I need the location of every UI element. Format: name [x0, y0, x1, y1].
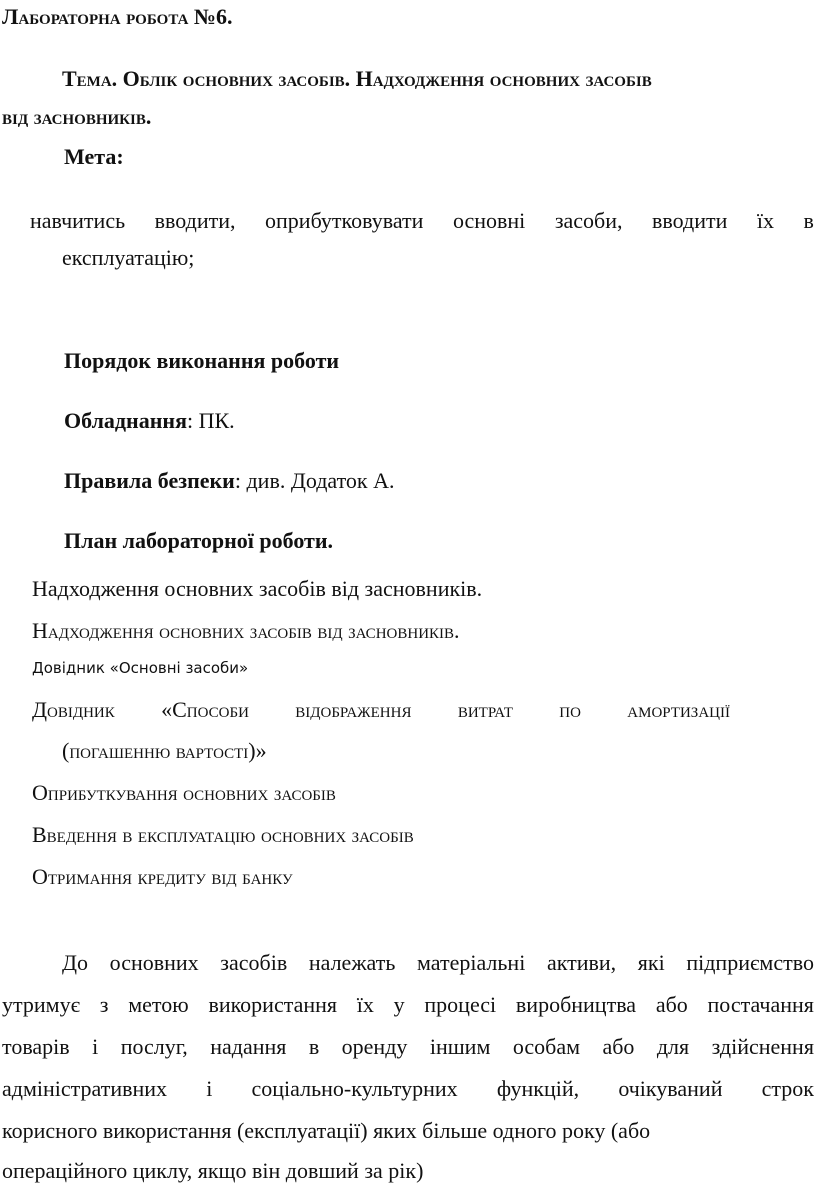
plan-item-4-word: амортизації	[627, 697, 730, 722]
paragraph-word: строк	[761, 1076, 814, 1101]
goal-word: вводити,	[154, 208, 236, 233]
goal-word: навчитись	[30, 208, 126, 233]
plan-item-4-line-2: (погашенню вартості)»	[62, 738, 267, 763]
goal-word: оприбутковувати	[265, 208, 424, 233]
plan-item-6: Введення в експлуатацію основних засобів	[32, 822, 414, 847]
goal-line-2: експлуатацію;	[62, 245, 195, 270]
paragraph-word: для	[656, 1034, 690, 1059]
procedure-heading: Порядок виконання роботи	[64, 348, 340, 373]
paragraph-word: засобів	[220, 950, 288, 975]
safety-line	[64, 468, 395, 494]
plan-item-4-word: витрат	[457, 697, 513, 722]
paragraph-word: соціально-культурних	[251, 1076, 458, 1101]
plan-item-2: Надходження основних засобів від засновників.	[32, 618, 460, 643]
paragraph-word: оренду	[341, 1034, 408, 1059]
theme-line-1: Тема. Облік основних засобів. Надходження основних засобів	[62, 66, 652, 91]
paragraph-word: постачання	[707, 992, 814, 1017]
paragraph-word: у	[393, 992, 405, 1017]
paragraph-line-1	[62, 950, 814, 976]
paragraph-word: з	[99, 992, 109, 1017]
plan-item-4-word: «Способи	[161, 697, 249, 722]
paragraph-word: очікуваний	[618, 1076, 723, 1101]
plan-item-4-line-1	[32, 697, 730, 723]
paragraph-word: надання	[210, 1034, 287, 1059]
goal-word: в	[803, 208, 814, 233]
plan-item-3: Довідник «Основні засоби»	[32, 659, 249, 677]
paragraph-word: або	[655, 992, 688, 1017]
paragraph-word: їх	[356, 992, 374, 1017]
goal-label: Мета:	[64, 144, 124, 169]
theme-line-2: від засновників.	[2, 104, 152, 129]
paragraph-word: здійснення	[711, 1034, 814, 1059]
paragraph-word: або	[602, 1034, 635, 1059]
paragraph-word: метою	[128, 992, 189, 1017]
paragraph-word: використання	[208, 992, 338, 1017]
paragraph-word: процесі	[424, 992, 497, 1017]
paragraph-word: адміністративних	[2, 1076, 168, 1101]
equipment-label: Обладнання	[64, 408, 187, 433]
goal-word: їх	[756, 208, 775, 233]
plan-item-4-word: відображення	[295, 697, 412, 722]
paragraph-word: іншим	[429, 1034, 491, 1059]
goal-line-1	[30, 208, 814, 234]
equipment-line	[64, 408, 235, 434]
lab-title: Лабораторна робота №6.	[2, 4, 233, 29]
paragraph-word: виробництва	[515, 992, 637, 1017]
paragraph-line-3	[2, 1034, 814, 1060]
paragraph-word: До	[62, 950, 89, 975]
paragraph-word: і	[92, 1034, 99, 1059]
paragraph-word: і	[206, 1076, 213, 1101]
paragraph-word: які	[637, 950, 665, 975]
paragraph-line-2	[2, 992, 814, 1018]
plan-item-5: Оприбуткування основних засобів	[32, 780, 336, 805]
plan-heading: План лабораторної роботи.	[64, 528, 334, 553]
paragraph-line-4	[2, 1076, 814, 1102]
goal-word: вводити	[652, 208, 728, 233]
plan-item-7: Отримання кредиту від банку	[32, 864, 293, 889]
paragraph-word: функцій,	[496, 1076, 580, 1101]
goal-word: основні	[452, 208, 526, 233]
safety-label: Правила безпеки	[64, 468, 235, 493]
equipment-value: : ПК.	[186, 408, 235, 433]
paragraph-word: товарів	[2, 1034, 70, 1059]
paragraph-word: належать	[308, 950, 396, 975]
paragraph-line-6: операційного циклу, якщо він довший за рік)	[2, 1158, 424, 1183]
plan-item-4-word: по	[559, 697, 581, 722]
paragraph-word: утримує	[2, 992, 81, 1017]
plan-item-1: Надходження основних засобів від засновників.	[32, 576, 483, 601]
paragraph-line-5: корисного використання (експлуатації) яких більше одного року (або	[2, 1118, 651, 1143]
paragraph-word: підприємство	[686, 950, 814, 975]
paragraph-word: особам	[512, 1034, 581, 1059]
paragraph-word: послуг,	[120, 1034, 188, 1059]
goal-word: засоби,	[554, 208, 623, 233]
safety-value: : див. Додаток А.	[234, 468, 395, 493]
paragraph-word: в	[308, 1034, 320, 1059]
paragraph-word: основних	[109, 950, 199, 975]
plan-item-4-word: Довідник	[32, 697, 115, 722]
paragraph-word: матеріальні	[417, 950, 526, 975]
paragraph-word: активи,	[546, 950, 617, 975]
